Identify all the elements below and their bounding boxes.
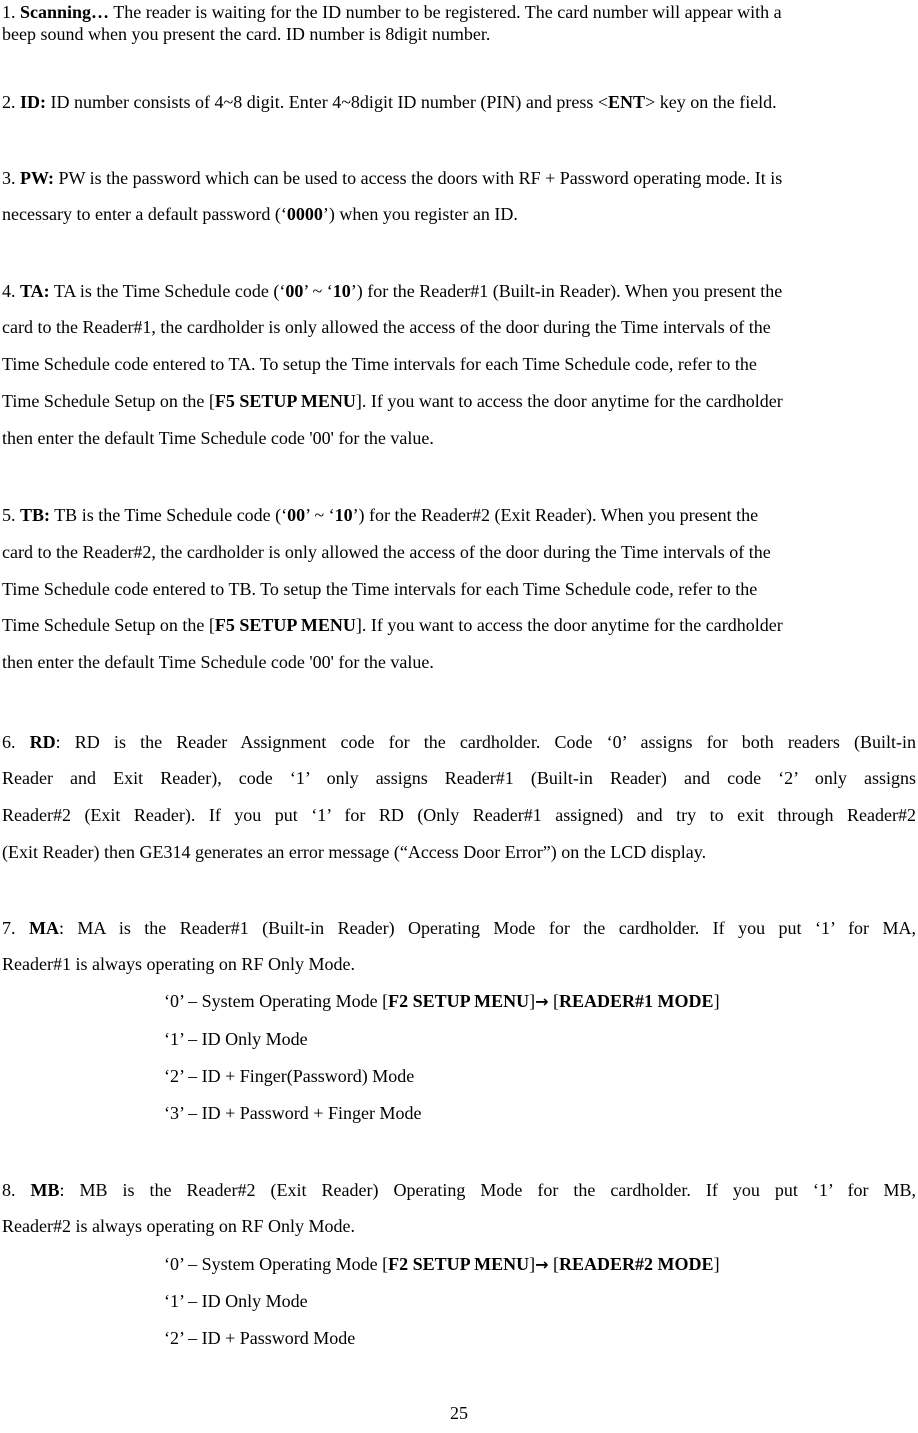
ma-option-0: ‘0’ – System Operating Mode [F2 SETUP MENU]→ [READER#1 MODE] [164,991,720,1011]
term-rd: RD [29,732,56,752]
item-tb-line3: Time Schedule code entered to TB. To setup the Time intervals for each Time Schedule code, refer to the [2,579,758,599]
item-pw-line2: necessary to enter a default password (‘0000’) when you register an ID. [2,204,518,224]
item-rd-line3: Reader#2 (Exit Reader). If you put ‘1’ for RD (Only Reader#1 assigned) and try to exit through Reader#2 [2,805,916,825]
item-tb-line4: Time Schedule Setup on the [F5 SETUP MENU]. If you want to access the door anytime for the cardholder [2,615,783,635]
mb-option-0: ‘0’ – System Operating Mode [F2 SETUP MENU]→ [READER#2 MODE] [164,1254,720,1274]
item-tb-line1: 5. TB: TB is the Time Schedule code (‘00’ ~ ‘10’) for the Reader#2 (Exit Reader). When you present the [2,505,759,525]
ma-option-3: ‘3’ – ID + Password + Finger Mode [164,1103,422,1123]
term-pw: PW: [20,168,54,188]
term-scanning: Scanning… [20,2,110,22]
mb-option-2: ‘2’ – ID + Password Mode [164,1328,356,1348]
default-password: 0000 [286,204,323,224]
menu-ref: F5 SETUP MENU [214,615,356,635]
item-id: 2. ID: ID number consists of 4~8 digit. Enter 4~8digit ID number (PIN) and press <ENT> key on the field. [2,92,777,112]
item-ta-line2: card to the Reader#1, the cardholder is only allowed the access of the door during the Time intervals of the [2,317,771,337]
item-pw-line1: 3. PW: PW is the password which can be used to access the doors with RF + Password operating mode. It is [2,168,783,188]
item-ta-line3: Time Schedule code entered to TA. To setup the Time intervals for each Time Schedule code, refer to the [2,354,757,374]
term-ta: TA: [20,281,50,301]
ma-option-2: ‘2’ – ID + Finger(Password) Mode [164,1066,415,1086]
term-mb: MB [30,1180,60,1200]
item-ta-line5: then enter the default Time Schedule code '00' for the value. [2,428,434,448]
right-arrow-icon: → [535,992,549,1011]
item-ta-line1: 4. TA: TA is the Time Schedule code (‘00’ ~ ‘10’) for the Reader#1 (Built-in Reader). When you present the [2,281,783,301]
mb-option-1: ‘1’ – ID Only Mode [164,1291,308,1311]
term-tb: TB: [20,505,51,525]
right-arrow-icon: → [535,1255,549,1274]
item-tb-line2: card to the Reader#2, the cardholder is only allowed the access of the door during the Time intervals of the [2,542,771,562]
ent-key: ENT [608,92,646,112]
item-mb-line1: 8. MB: MB is the Reader#2 (Exit Reader) Operating Mode for the cardholder. If you put ‘1’ for MB, [2,1180,917,1200]
menu-ref: F5 SETUP MENU [214,391,356,411]
term-ma: MA [28,918,59,938]
term-id: ID: [20,92,46,112]
page-number: 25 [450,1403,468,1423]
item-tb-line5: then enter the default Time Schedule code '00' for the value. [2,652,434,672]
item-ma-line1: 7. MA: MA is the Reader#1 (Built-in Reader) Operating Mode for the cardholder. If you put ‘1’ for MA, [2,918,917,938]
ma-option-1: ‘1’ – ID Only Mode [164,1029,308,1049]
item-rd-line4: (Exit Reader) then GE314 generates an error message (“Access Door Error”) on the LCD display. [2,842,707,862]
item-scanning-line2: beep sound when you present the card. ID number is 8digit number. [2,24,491,44]
item-ma-line2: Reader#1 is always operating on RF Only Mode. [2,954,355,974]
item-rd-line2: Reader and Exit Reader), code ‘1’ only assigns Reader#1 (Built-in Reader) and code ‘2’ only assigns [2,768,916,788]
item-ta-line4: Time Schedule Setup on the [F5 SETUP MENU]. If you want to access the door anytime for the cardholder [2,391,783,411]
item-scanning-line1: 1. Scanning… The reader is waiting for the ID number to be registered. The card number will appear with a [2,2,782,22]
item-rd-line1: 6. RD: RD is the Reader Assignment code for the cardholder. Code ‘0’ assigns for both readers (Built-in [2,732,917,752]
item-mb-line2: Reader#2 is always operating on RF Only Mode. [2,1216,355,1236]
